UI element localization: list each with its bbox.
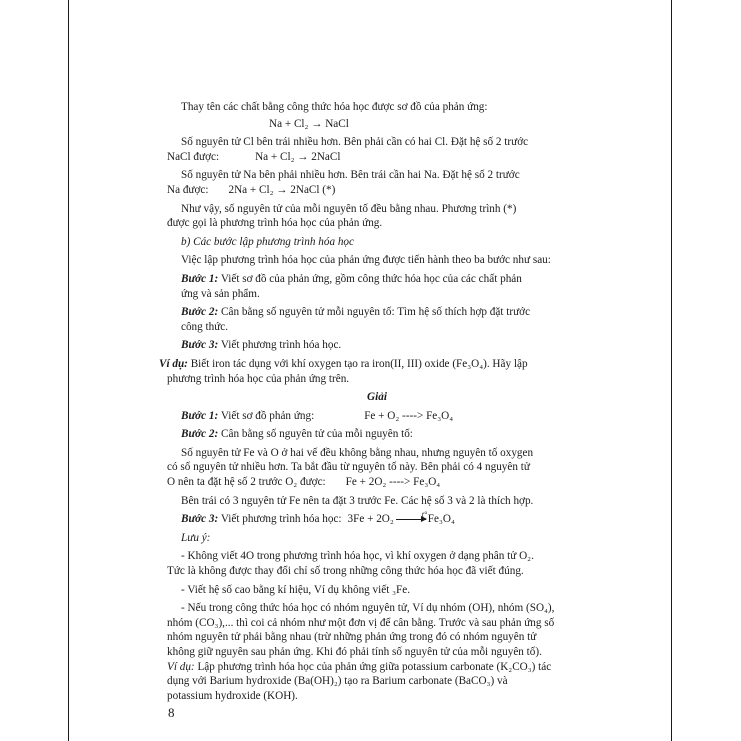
text-line: Thay tên các chất bằng công thức hóa học được sơ đồ của phản ứng: [181,101,488,113]
section-heading: b) Các bước lập phương trình hóa học [181,235,354,248]
text-line: Số nguyên tử Fe và O ở hai vế đều không bằng nhau, nhưng nguyên tố oxygen [181,446,534,459]
note-line: Tức là không được thay đổi chỉ số trong những công thức hóa học đã viết đúng. [167,565,524,578]
step-2: Bước 2: Cân bằng số nguyên tử mỗi nguyên tố: Tìm hệ số thích hợp đặt trước [181,306,531,319]
note-heading: Lưu ý: [181,531,211,544]
solution-step-3: Bước 3: Viết phương trình hóa học: 3Fe + 2O₂ t° Fe₃O₄ [181,510,455,526]
text-line: ứng và sản phẩm. [181,287,260,300]
text-line: Bên trái có 3 nguyên tử Fe nên ta đặt 3 trước Fe. Các hệ số 3 và 2 là thích hợp. [181,494,534,507]
note-line: - Không viết 4O trong phương trình hóa học, vì khí oxygen ở dạng phân tử O₂. [181,550,534,563]
note-line: - Viết hệ số cao bằng kí hiệu, Ví dụ không viết ₃Fe. [181,583,411,596]
text-line: Số nguyên tử Na bên phải nhiều hơn. Bên trái cần hai Na. Đặt hệ số 2 trước [181,169,520,182]
text-line: potassium hydroxide (KOH). [167,689,298,702]
solution-heading: Giải [367,391,387,404]
text-line: dụng với Barium hydroxide (Ba(OH)₂) tạo ra Barium carbonate (BaCO₃) và [167,675,508,688]
solution-step-1: Bước 1: Viết sơ đồ phản ứng: Fe + O₂ ----> Fe₃O₄ [181,409,454,422]
note-line: - Nếu trong công thức hóa học có nhóm nguyên tử, Ví dụ nhóm (OH), nhóm (SO₄), [181,602,555,615]
text-line: phương trình hóa học của phản ứng trên. [167,372,350,385]
text-line: Việc lập phương trình hóa học của phản ứng được tiến hành theo ba bước như sau: [181,254,551,267]
text-line: Số nguyên tử Cl bên trái nhiều hơn. Bên phải cần có hai Cl. Đặt hệ số 2 trước [181,136,529,149]
example: Ví dụ: Biết iron tác dụng với khí oxygen tạo ra iron(II, III) oxide (Fe₃O₄). Hãy lập [159,357,528,370]
example-2: Ví dụ: Lập phương trình hóa học của phản ứng giữa potassium carbonate (K₂CO₃) tác [167,660,552,673]
text-line: NaCl được: Na + Cl₂ → 2NaCl [167,150,341,163]
page-number: 8 [168,705,175,720]
text-line: công thức. [181,320,229,333]
step-3: Bước 3: Viết phương trình hóa học. [181,339,342,352]
text-line: được gọi là phương trình hóa học của phản ứng. [167,217,383,230]
text-line: Như vậy, số nguyên tử của mỗi nguyên tố đều bằng nhau. Phương trình (*) [181,202,517,215]
solution-step-2: Bước 2: Cân bằng số nguyên tử của mỗi nguyên tố: [181,428,413,441]
note-line: nhóm nguyên tử phải bằng nhau (trừ những phản ứng trong đó có nhóm nguyên tử [167,631,537,644]
equation: Na + Cl₂ → NaCl [269,117,349,130]
note-line: nhóm (CO₃),... thì coi cả nhóm như một đơn vị để cân bằng. Trước và sau phản ứng số [167,616,555,629]
text-line: có số nguyên tử nhiều hơn. Ta bắt đầu từ nguyên tố này. Bên phải có 4 nguyên tử [167,461,530,474]
step-1: Bước 1: Viết sơ đồ của phản ứng, gồm công thức hóa học của các chất phản [181,272,522,285]
text-line: Na được: 2Na + Cl₂ → 2NaCl (*) [167,183,336,196]
note-line: không giữ nguyên sau phản ứng. Khi đó phải tính số nguyên tử của mỗi nguyên tố). [167,646,542,658]
text-line: O nên ta đặt hệ số 2 trước O₂ được: Fe + 2O₂ ----> Fe₃O₄ [167,476,441,489]
arrow-icon: t° [396,519,426,520]
document-body [159,100,587,703]
